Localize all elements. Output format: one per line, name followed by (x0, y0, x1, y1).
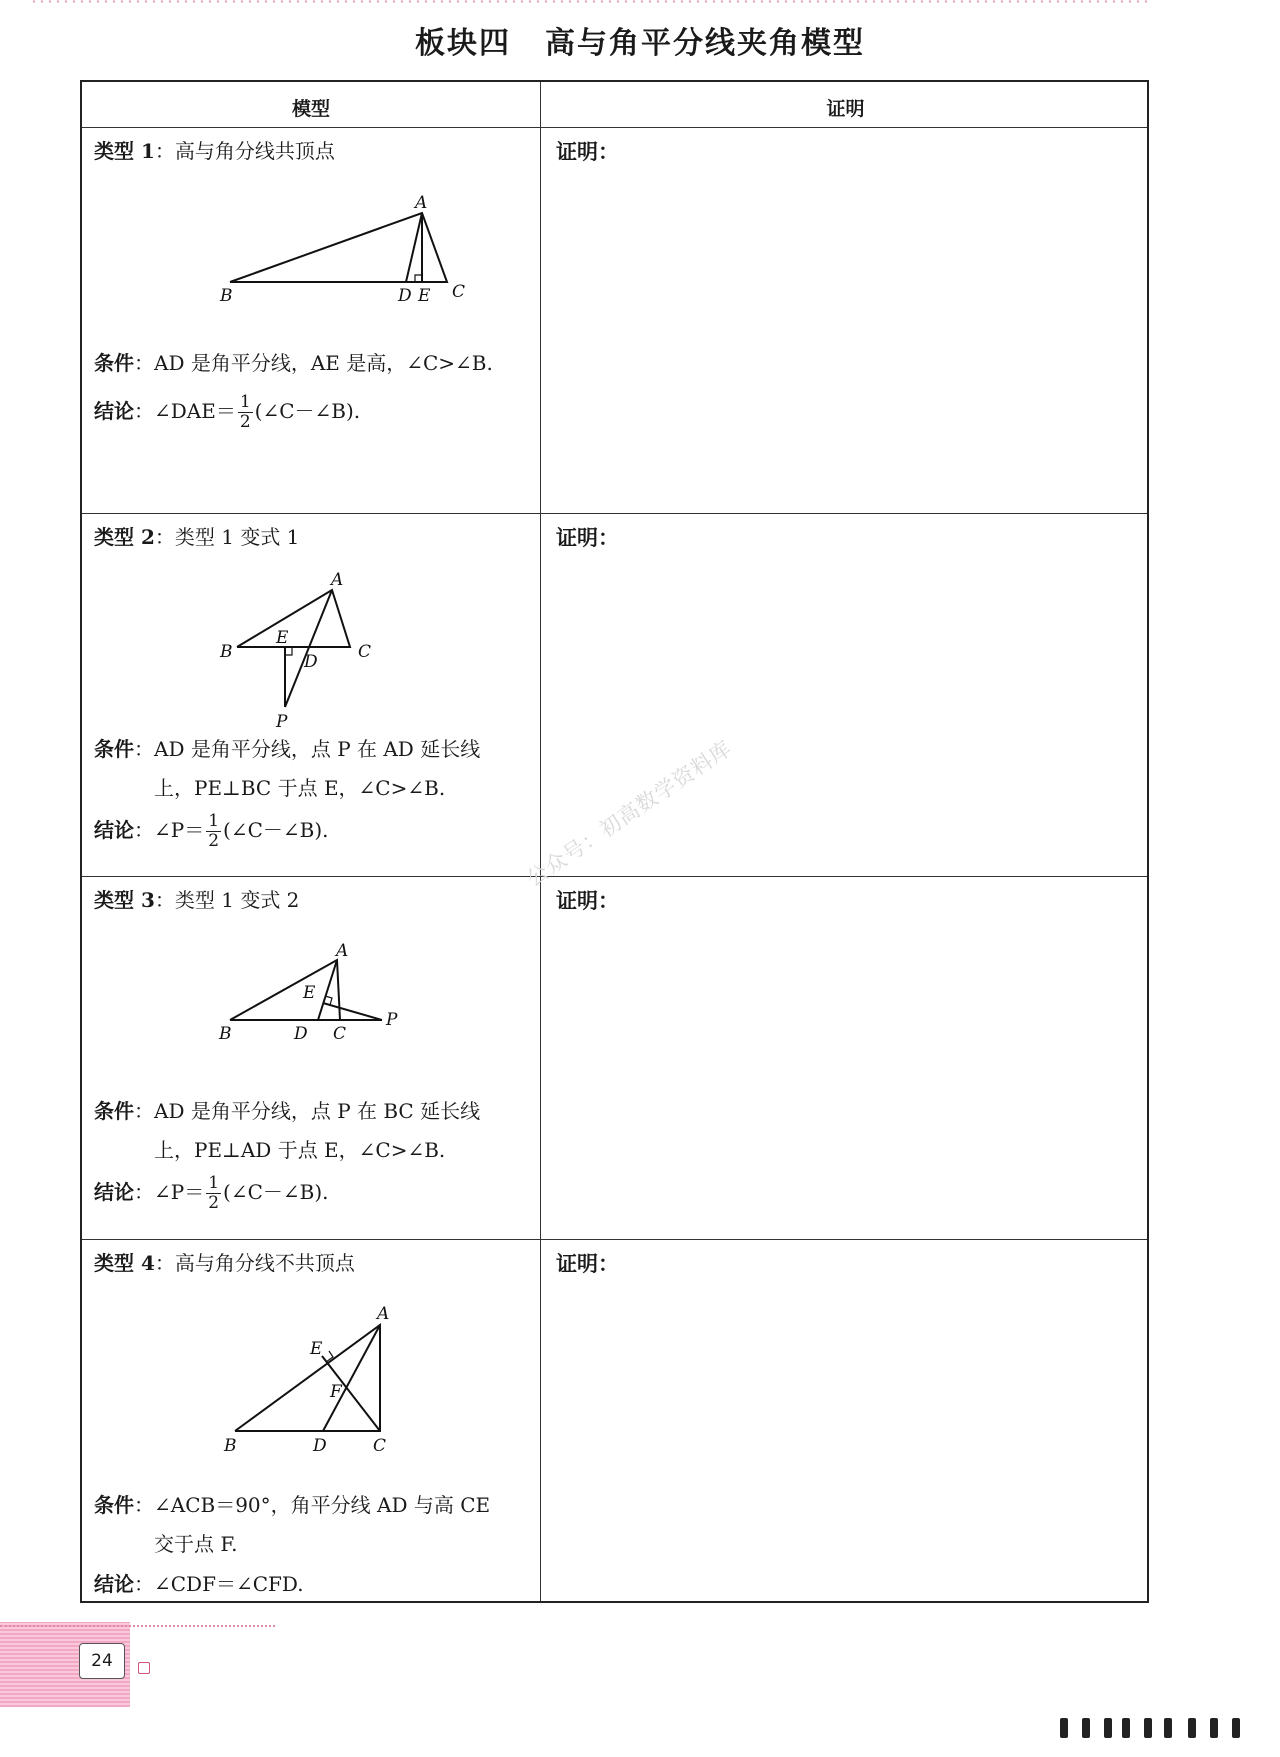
watermark: 公众号：初高数学资料库 (522, 735, 737, 892)
proof-label-2: 证明： (556, 525, 619, 550)
type4-condition: 条件：∠ACB＝90°，角平分线 AD 与高 CE 交于点 F. (94, 1493, 491, 1556)
fraction-half: $\frac{1}{2}$ (208, 811, 220, 851)
type2-condition: 条件：AD 是角平分线，点 P 在 AD 延长线 上，PE⊥BC 于点 E，∠C>∠B. (94, 737, 481, 800)
point-D: D (313, 1436, 327, 1456)
type3-figure (219, 940, 462, 1045)
point-B: B (219, 1024, 232, 1044)
footer-pink-line (0, 1625, 275, 1627)
type1-condition: 条件：AD 是角平分线，AE 是高，∠C>∠B. (94, 351, 493, 375)
header-divider (82, 127, 1147, 128)
fraction-half: $\frac{1}{2}$ (239, 392, 251, 432)
title-part2: 高与角平分线夹角模型 (545, 26, 865, 61)
type4-conclusion: 结论：∠CDF＝∠CFD. (94, 1572, 304, 1596)
point-D: D (304, 652, 318, 672)
fraction-half: $\frac{1}{2}$ (208, 1173, 220, 1213)
point-C: C (373, 1436, 387, 1456)
point-B: B (220, 642, 233, 662)
point-D: D (398, 286, 412, 306)
page-title (0, 18, 1280, 62)
type2-heading: 类型 2：类型 1 变式 1 (94, 525, 300, 549)
type1-conclusion: 结论：∠DAE＝ $\frac{1}{2}$ (∠C－∠B). (94, 392, 361, 432)
point-D: D (294, 1024, 308, 1044)
type4-figure (224, 1304, 447, 1457)
top-decoration (30, 0, 1150, 3)
page-number-marker (138, 1662, 150, 1674)
proof-label-1: 证明： (556, 139, 619, 164)
type3-heading: 类型 3：类型 1 变式 2 (94, 888, 300, 912)
row-divider (82, 513, 1147, 514)
proof-label-4: 证明： (556, 1251, 619, 1276)
point-A: A (377, 1304, 390, 1324)
type1-heading: 类型 1：高与角分线共顶点 (94, 139, 335, 163)
type4-heading: 类型 4：高与角分线不共顶点 (94, 1251, 355, 1275)
header-model: 模型 (291, 98, 330, 120)
point-C: C (358, 642, 372, 662)
type2-figure (220, 570, 442, 732)
point-A: A (336, 941, 349, 961)
title-part1: 板块四 (415, 26, 511, 61)
type2-conclusion: 结论：∠P＝ $\frac{1}{2}$ (∠C－∠B). (94, 811, 329, 851)
proof-label-3: 证明： (556, 888, 619, 913)
point-B: B (220, 286, 233, 306)
point-A: A (331, 570, 344, 590)
point-P: P (386, 1010, 398, 1030)
point-E: E (310, 1339, 323, 1359)
row-divider (82, 1239, 1147, 1240)
point-E: E (303, 983, 316, 1003)
point-E: E (418, 286, 431, 306)
model-table (80, 80, 1149, 1603)
type3-condition: 条件：AD 是角平分线，点 P 在 BC 延长线 上，PE⊥AD 于点 E，∠C>∠B. (94, 1099, 481, 1162)
scan-marks (1060, 1718, 1260, 1738)
type1-figure (220, 193, 466, 306)
point-B: B (224, 1436, 237, 1456)
column-divider (540, 82, 541, 1601)
row-divider (82, 876, 1147, 877)
type3-conclusion: 结论：∠P＝ $\frac{1}{2}$ (∠C－∠B). (94, 1173, 329, 1213)
point-E: E (276, 628, 289, 648)
point-A: A (415, 193, 428, 213)
page-number: 24 (79, 1643, 125, 1679)
point-P: P (276, 712, 288, 732)
point-C: C (333, 1024, 347, 1044)
header-proof: 证明 (826, 98, 865, 120)
point-F: F (330, 1382, 342, 1402)
point-C: C (452, 282, 466, 302)
